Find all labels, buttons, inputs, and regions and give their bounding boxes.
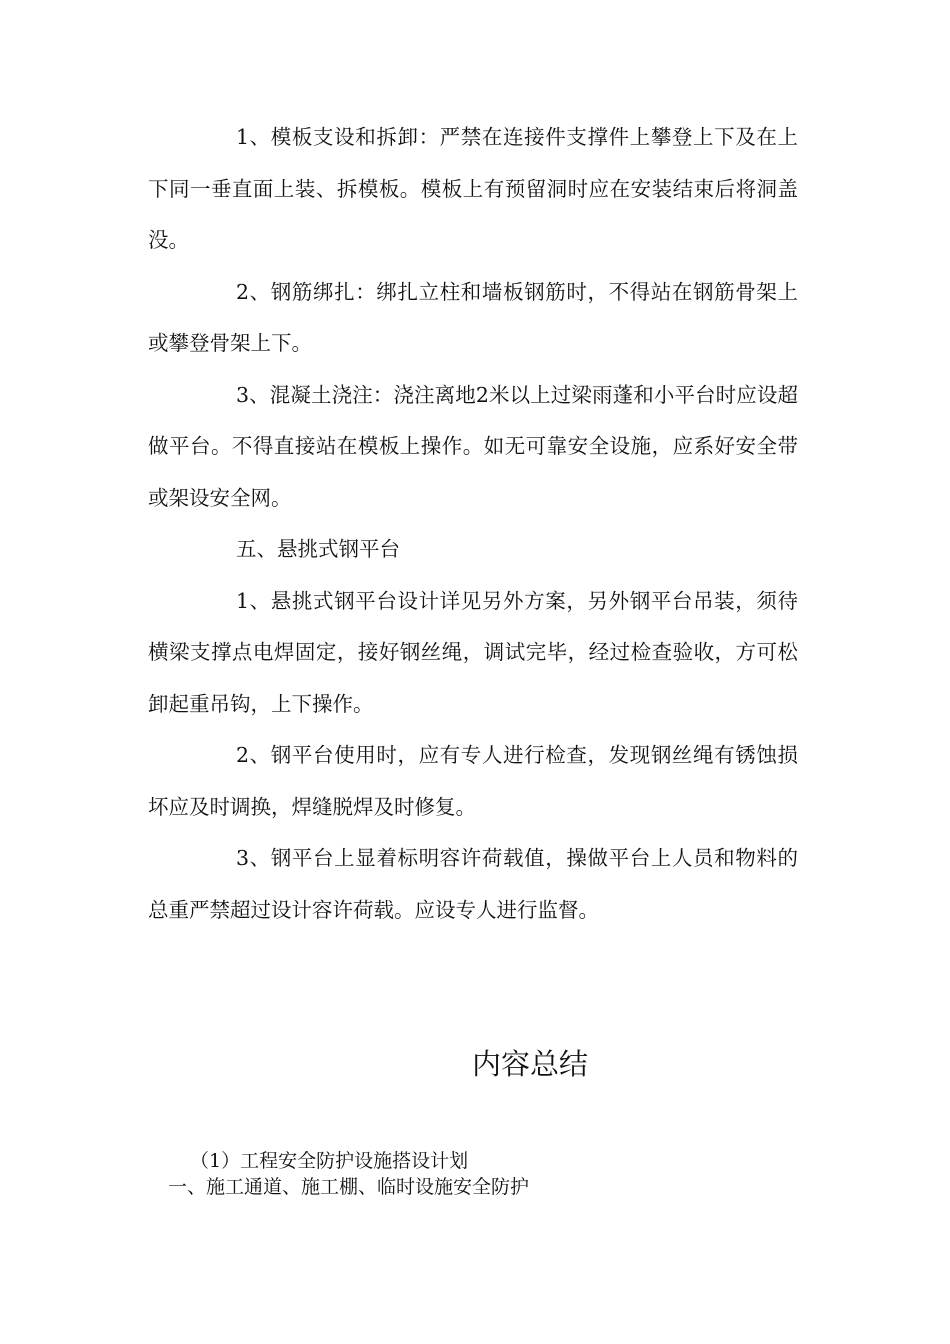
summary-title: 内容总结	[471, 1047, 588, 1081]
paragraph-platform-design: 1、悬挑式钢平台设计详见另外方案，另外钢平台吊装，须待横梁支撑点电焊固定，接好钢丝绳，调试完毕，经过检查验收，方可松卸起重吊钩，上下操作。	[148, 588, 798, 716]
paragraph-platform-load: 3、钢平台上显着标明容许荷载值，操做平台上人员和物料的总重严禁超过设计容许荷载。应设专人进行监督。	[148, 846, 798, 922]
paragraph-platform-inspection: 2、钢平台使用时，应有专人进行检查，发现钢丝绳有锈蚀损坏应及时调换，焊缝脱焊及时修复。	[148, 743, 798, 819]
paragraph-formwork: 1、模板支设和拆卸：严禁在连接件支撑件上攀登上下及在上下同一垂直面上装、拆模板。模板上有预留洞时应在安装结束后将洞盖没。	[148, 125, 798, 252]
summary-line-plan: （1）工程安全防护设施搭设计划	[190, 1150, 469, 1172]
summary-line-passage: 一、施工通道、施工棚、临时设施安全防护	[168, 1176, 530, 1198]
paragraph-rebar: 2、钢筋绑扎：绑扎立柱和墙板钢筋时，不得站在钢筋骨架上或攀登骨架上下。	[148, 279, 798, 355]
section-heading-steel-platform: 五、悬挑式钢平台	[236, 537, 400, 561]
paragraph-concrete: 3、混凝土浇注：浇注离地2米以上过梁雨蓬和小平台时应设超做平台。不得直接站在模板上操作。如无可靠安全设施，应系好安全带或架设安全网。	[148, 382, 798, 510]
body-text	[148, 112, 798, 936]
